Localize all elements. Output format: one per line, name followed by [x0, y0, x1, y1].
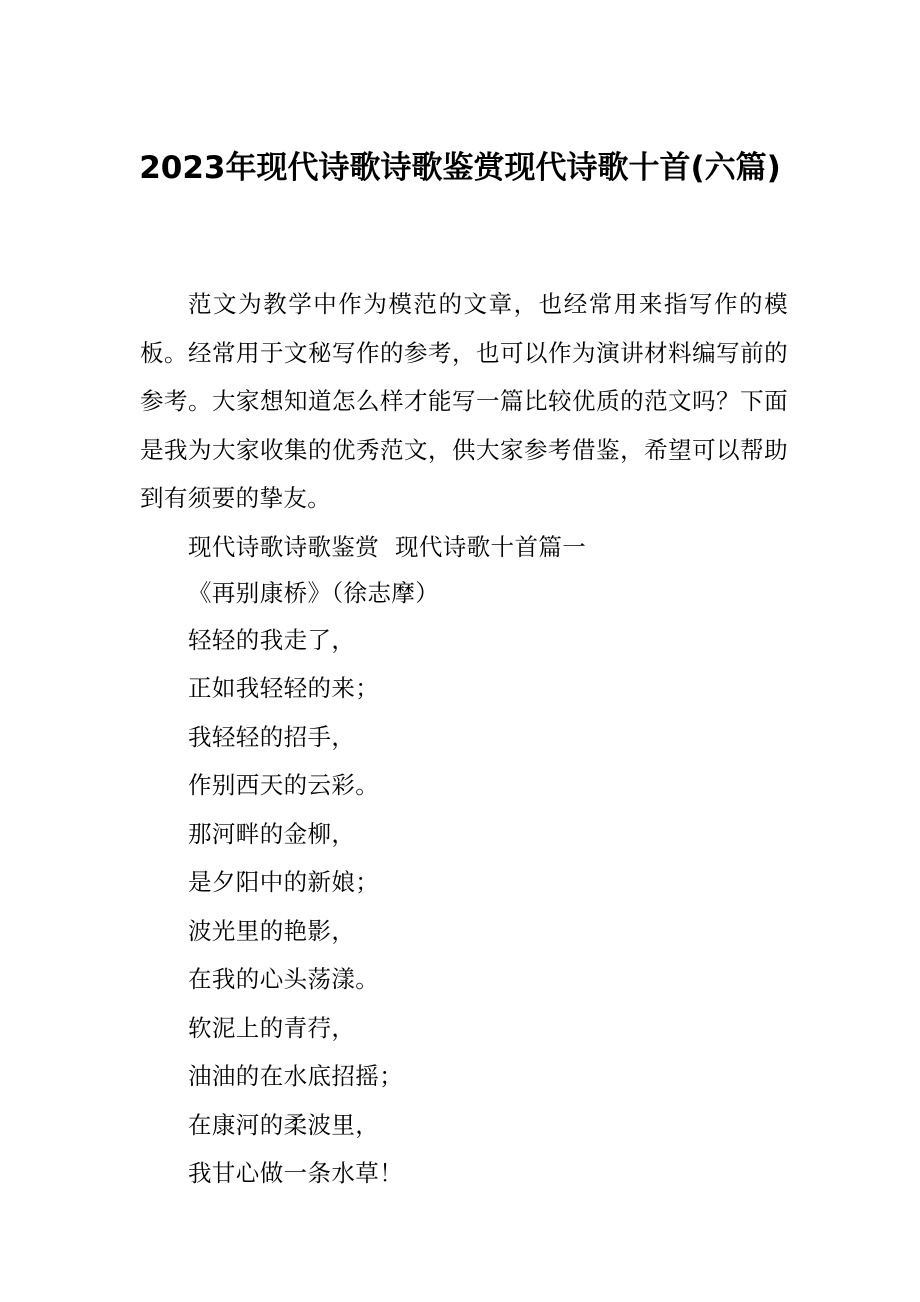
poem-title: 《再别康桥》（徐志摩） [188, 579, 440, 607]
poem-line: 在康河的柔波里， [188, 1111, 380, 1139]
poem-line: 作别西天的云彩。 [188, 771, 380, 799]
poem-line: 波光里的艳影， [188, 917, 356, 945]
poem-line: 软泥上的青荇， [188, 1014, 356, 1042]
poem-line: 那河畔的金柳， [188, 820, 356, 848]
poem-line: 我甘心做一条水草！ [188, 1159, 404, 1187]
section-heading: 现代诗歌诗歌鉴赏 现代诗歌十首篇一 [188, 533, 587, 561]
intro-paragraph: 范文为教学中作为模范的文章，也经常用来指写作的模板。经常用于文秘写作的参考，也可以作为演讲材料编写前的参考。大家想知道怎么样才能写一篇比较优质的范文吗？下面是我为大家收集的优秀范文，供大家参考借鉴，希望可以帮助到有须要的挚友。 [140, 290, 788, 513]
document-title: 2023年现代诗歌诗歌鉴赏现代诗歌十首(六篇) [139, 150, 781, 186]
poem-line: 我轻轻的招手， [188, 723, 356, 751]
poem-line: 是夕阳中的新娘； [188, 868, 380, 896]
poem-line: 正如我轻轻的来； [188, 674, 380, 702]
poem-line: 轻轻的我走了， [188, 626, 356, 654]
poem-line: 油油的在水底招摇； [188, 1062, 404, 1090]
poem-line: 在我的心头荡漾。 [188, 965, 380, 993]
